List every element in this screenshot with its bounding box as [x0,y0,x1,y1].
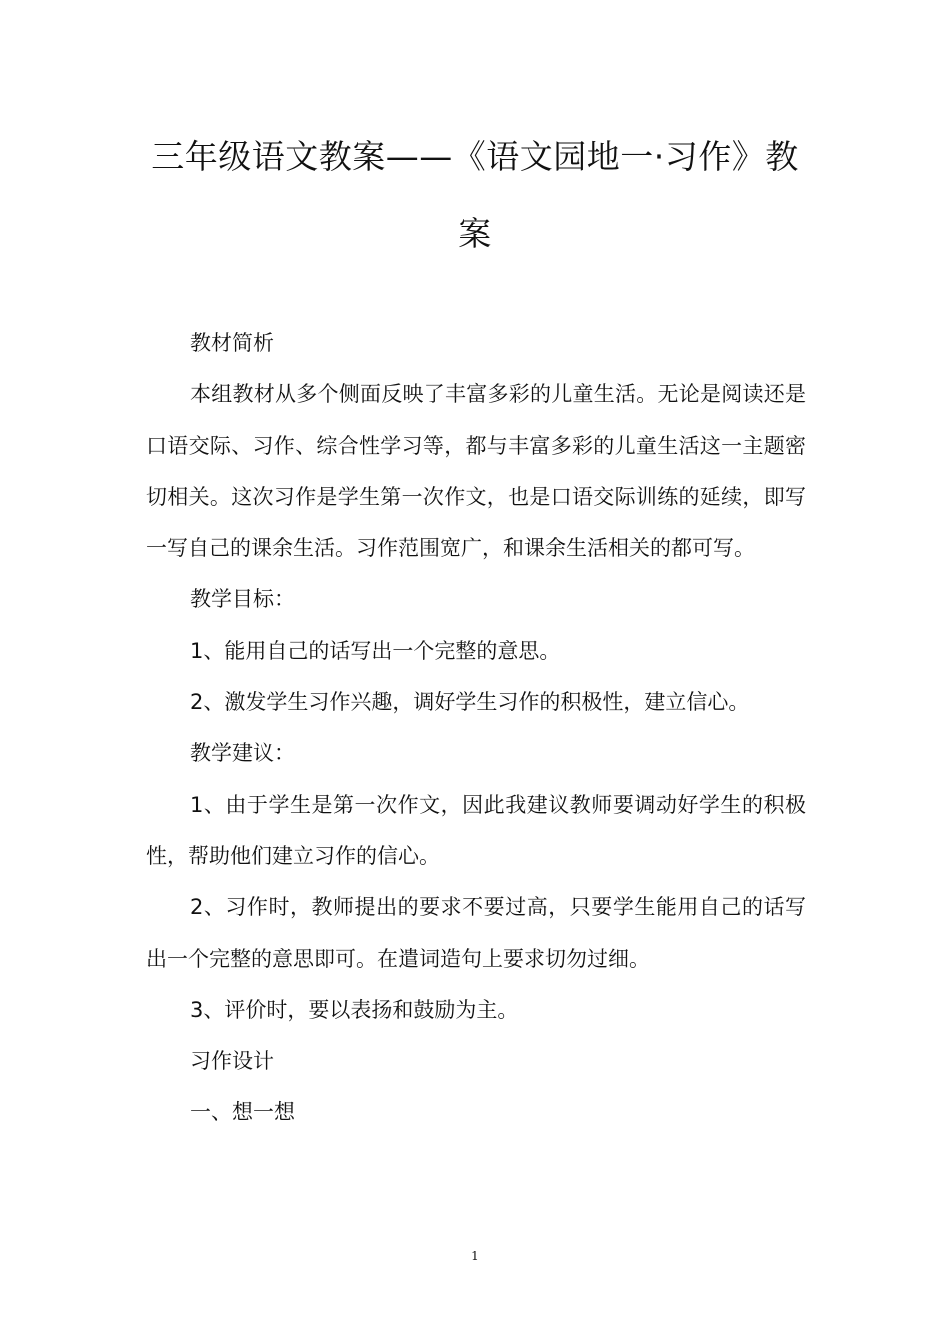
page-number: 1 [471,1249,479,1263]
section-heading-writing-design: 习作设计 [190,1049,274,1074]
subsection-heading-think: 一、想一想 [190,1100,295,1125]
goal-item-1: 1、能用自己的话写出一个完整的意思。 [190,638,561,663]
document-body [146,318,806,1139]
section-heading-textbook-analysis: 教材简析 [190,331,274,355]
suggestion-item-3: 3、评价时，要以表扬和鼓励为主。 [190,997,519,1022]
section-heading-teaching-goals: 教学目标： [190,587,295,612]
goal-item-2: 2、激发学生习作兴趣，调好学生习作的积极性，建立信心。 [190,690,750,715]
section-heading-teaching-suggestions: 教学建议： [190,741,295,766]
suggestion-item-2: 2、习作时，教师提出的要求不要过高，只要学生能用自己的话写出一个完整的意思即可。在遣词造句上要求切勿过细。 [146,895,806,971]
paragraph-textbook-analysis: 本组教材从多个侧面反映了丰富多彩的儿童生活。无论是阅读还是口语交际、习作、综合性学习等，都与丰富多彩的儿童生活这一主题密切相关。这次习作是学生第一次作文，也是口语交际训练的延续，即写一写自己的课余生活。习作范围宽广，和课余生活相关的都可写。 [146,382,806,561]
document-title: 三年级语文教案——《语文园地一·习作》教案 [151,137,799,253]
suggestion-item-1: 1、由于学生是第一次作文，因此我建议教师要调动好学生的积极性，帮助他们建立习作的信心。 [146,792,806,868]
